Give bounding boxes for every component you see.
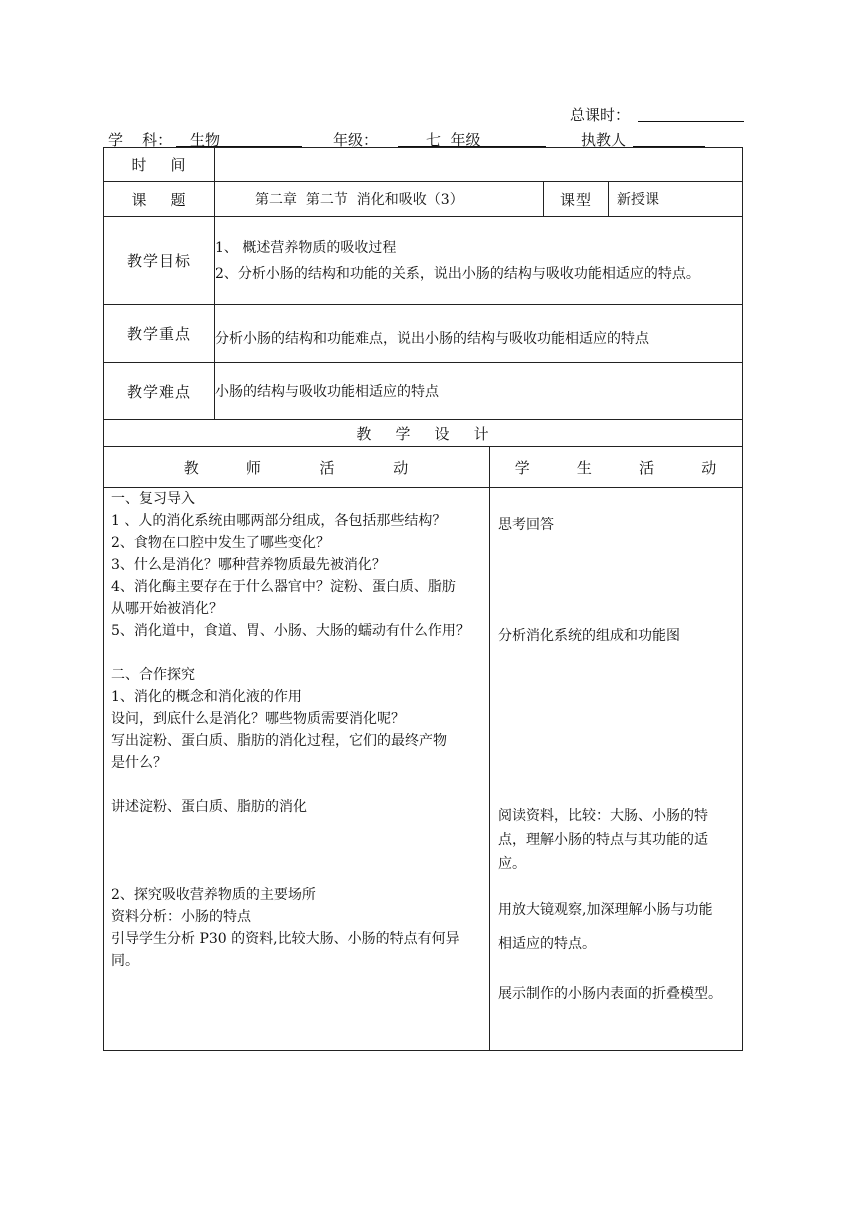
teacher-activity-line: 引导学生分析 P30 的资料,比较大肠、小肠的特点有何异 [111, 931, 460, 947]
teacher-activity-line: 设问，到底什么是消化？哪些物质需要消化呢？ [111, 711, 405, 727]
grade-label: 年级： [333, 131, 379, 149]
student-activity-line: 展示制作的小肠内表面的折叠模型。 [498, 986, 722, 1002]
focus-value: 分析小肠的结构和功能难点，说出小肠的结构与吸收功能相适应的特点 [215, 305, 743, 363]
student-activity-block [498, 625, 742, 647]
time-value [215, 148, 743, 182]
teacher-activity-line [111, 862, 491, 884]
teacher-activity-header: 教 师 活 动 [104, 447, 490, 488]
total-hours-blank [638, 121, 744, 122]
student-activity-line: 思考回答 [498, 517, 554, 533]
goal-value [215, 217, 743, 305]
goal-row [104, 217, 743, 305]
student-activity-line: 应。 [498, 856, 526, 872]
difficulty-row [104, 363, 743, 420]
subject-label: 学 科： [108, 131, 173, 149]
teacher-activity-line: 资料分析：小肠的特点 [111, 909, 251, 925]
teacher-activity-line: 同。 [111, 953, 139, 969]
student-activity-line: 分析消化系统的组成和功能图 [498, 628, 680, 644]
student-activity-block [498, 933, 742, 955]
topic-label: 课 题 [104, 182, 215, 217]
time-label: 时 间 [104, 148, 215, 182]
focus-label: 教学重点 [104, 305, 215, 363]
teacher-activity-line: 3、什么是消化？哪种营养物质最先被消化？ [111, 557, 386, 573]
goal-line-2: 2、分析小肠的结构和功能的关系，说出小肠的结构与吸收功能相适应的特点。 [215, 266, 700, 282]
teacher-activity-line: 4、消化酶主要存在于什么器官中？淀粉、蛋白质、脂肪 [111, 579, 456, 595]
teacher-activity-line: 是什么？ [111, 755, 167, 771]
student-activity-line: 阅读资料，比较：大肠、小肠的特 [498, 808, 708, 824]
teacher-activity-line: 讲述淀粉、蛋白质、脂肪的消化 [111, 799, 307, 815]
student-activity-block [498, 983, 742, 1005]
focus-row [104, 305, 743, 363]
student-activity-block [498, 514, 742, 536]
difficulty-value: 小肠的结构与吸收功能相适应的特点 [215, 363, 743, 420]
student-activity-line: 用放大镜观察,加深理解小肠与功能 [498, 902, 713, 918]
teacher-activity-line: 1、消化的概念和消化液的作用 [111, 689, 302, 705]
teacher-activity-line: 1 、人的消化系统由哪两部分组成，各包括那些结构？ [111, 513, 447, 529]
difficulty-label: 教学难点 [104, 363, 215, 420]
student-activity-header: 学 生 活 动 [490, 447, 743, 488]
student-activity-cell [490, 488, 743, 1051]
teacher-activity-line [111, 840, 491, 862]
goal-label: 教学目标 [104, 217, 215, 305]
student-activity-line: 相适应的特点。 [498, 936, 596, 952]
subject-value: 生物 [190, 131, 221, 149]
teacher-activity-line: 5、消化道中，食道、胃、小肠、大肠的蠕动有什么作用？ [111, 623, 470, 639]
total-hours-label: 总课时： [570, 106, 631, 124]
teacher-activity-line [111, 774, 491, 796]
student-activity-line: 点，理解小肠的特点与其功能的适 [498, 832, 708, 848]
student-activity-block [498, 805, 742, 877]
type-label: 课型 [544, 182, 609, 217]
goal-line-1: 1、 概述营养物质的吸收过程 [215, 240, 397, 256]
teacher-activity-line [111, 818, 491, 840]
teacher-activity-line: 一、复习导入 [111, 491, 195, 507]
design-header-row [104, 447, 743, 488]
topic-value: 第二章 第二节 消化和吸收（3） [215, 182, 544, 217]
time-row [104, 148, 743, 182]
teacher-activity-line: 2、探究吸收营养物质的主要场所 [111, 887, 316, 903]
topic-row [104, 182, 743, 217]
teacher-activity-line: 二、合作探究 [111, 667, 195, 683]
teacher-activity-line: 从哪开始被消化？ [111, 601, 223, 617]
type-value: 新授课 [609, 182, 743, 217]
teacher-activity-line: 2、食物在口腔中发生了哪些变化？ [111, 535, 330, 551]
design-title-row [104, 420, 743, 447]
teacher-activity-line [111, 642, 491, 664]
teacher-label: 执教人 [581, 131, 627, 149]
lesson-info-table [103, 147, 743, 420]
teacher-activity-list [111, 488, 491, 972]
grade-value: 七 年级 [426, 131, 481, 149]
teacher-activity-line: 写出淀粉、蛋白质、脂肪的消化过程，它们的最终产物 [111, 733, 447, 749]
student-activity-block [498, 899, 742, 921]
design-title: 教 学 设 计 [104, 420, 743, 447]
